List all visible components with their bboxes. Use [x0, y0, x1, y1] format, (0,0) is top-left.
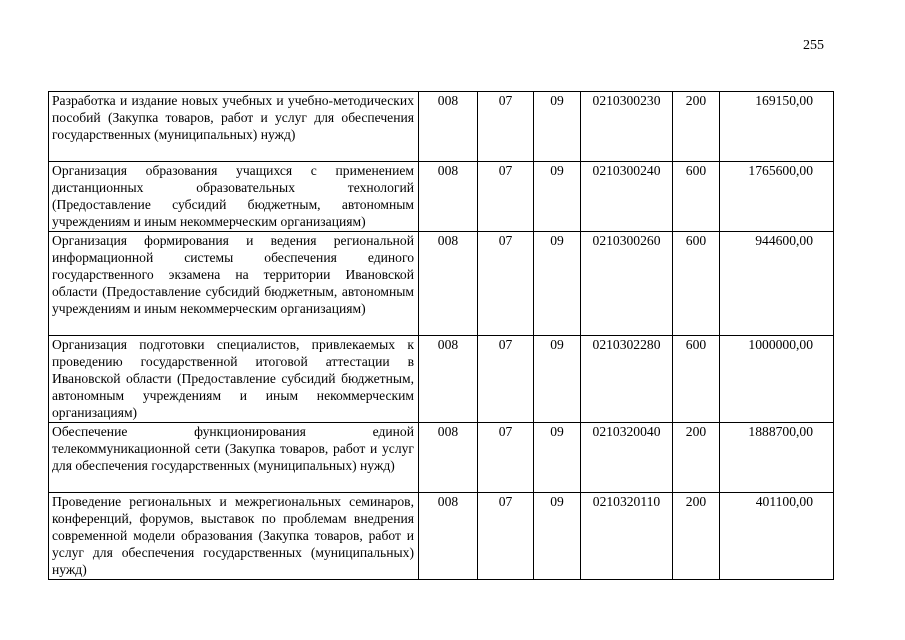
- amount-value: 944600,00: [720, 232, 834, 336]
- amount-value: 1888700,00: [720, 423, 834, 493]
- target-code: 0210300240: [581, 162, 673, 232]
- ministry-code: 008: [419, 232, 478, 336]
- expense-type-code: 200: [673, 493, 720, 580]
- ministry-code: 008: [419, 336, 478, 423]
- expense-type-code: 600: [673, 336, 720, 423]
- target-code: 0210302280: [581, 336, 673, 423]
- expense-type-code: 600: [673, 162, 720, 232]
- table-row: [49, 423, 834, 493]
- section-code: 07: [478, 232, 534, 336]
- ministry-code: 008: [419, 423, 478, 493]
- subsection-code: 09: [534, 336, 581, 423]
- amount-value: 1765600,00: [720, 162, 834, 232]
- table-row: [49, 493, 834, 580]
- row-description: Организация формирования и ведения региональной информационной системы обеспечения единого государственного экзамена на территории Ивановской области (Предоставление субсидий бюджетным, автономным учреждениям и иным некоммерческим организациям): [49, 232, 419, 336]
- section-code: 07: [478, 336, 534, 423]
- row-description: Организация образования учащихся с применением дистанционных образовательных технологий (Предоставление субсидий бюджетным, автономным учреждениям и иным некоммерческим организациям): [49, 162, 419, 232]
- ministry-code: 008: [419, 92, 478, 162]
- section-code: 07: [478, 423, 534, 493]
- ministry-code: 008: [419, 493, 478, 580]
- expense-type-code: 200: [673, 92, 720, 162]
- section-code: 07: [478, 162, 534, 232]
- row-description: Разработка и издание новых учебных и учебно-методических пособий (Закупка товаров, работ и услуг для обеспечения государственных (муниципальных) нужд): [49, 92, 419, 162]
- table-row: [49, 232, 834, 336]
- expense-type-code: 600: [673, 232, 720, 336]
- subsection-code: 09: [534, 92, 581, 162]
- target-code: 0210320040: [581, 423, 673, 493]
- subsection-code: 09: [534, 162, 581, 232]
- table-row: [49, 92, 834, 162]
- amount-value: 169150,00: [720, 92, 834, 162]
- section-code: 07: [478, 493, 534, 580]
- subsection-code: 09: [534, 493, 581, 580]
- subsection-code: 09: [534, 232, 581, 336]
- budget-table: [48, 91, 834, 580]
- table-row: [49, 162, 834, 232]
- amount-value: 1000000,00: [720, 336, 834, 423]
- row-description: Проведение региональных и межрегиональных семинаров, конференций, форумов, выставок по проблемам внедрения современной модели образования (Закупка товаров, работ и услуг для обеспечения государственных (муниципальных) нужд): [49, 493, 419, 580]
- row-description: Обеспечение функционирования единой телекоммуникационной сети (Закупка товаров, работ и услуг для обеспечения государственных (муниципальных) нужд): [49, 423, 419, 493]
- page-number: 255: [803, 38, 824, 53]
- table-row: [49, 336, 834, 423]
- target-code: 0210300230: [581, 92, 673, 162]
- section-code: 07: [478, 92, 534, 162]
- expense-type-code: 200: [673, 423, 720, 493]
- amount-value: 401100,00: [720, 493, 834, 580]
- target-code: 0210300260: [581, 232, 673, 336]
- ministry-code: 008: [419, 162, 478, 232]
- row-description: Организация подготовки специалистов, привлекаемых к проведению государственной итоговой аттестации в Ивановской области (Предоставление субсидий бюджетным, автономным учреждениям и иным некоммерческим организациям): [49, 336, 419, 423]
- target-code: 0210320110: [581, 493, 673, 580]
- subsection-code: 09: [534, 423, 581, 493]
